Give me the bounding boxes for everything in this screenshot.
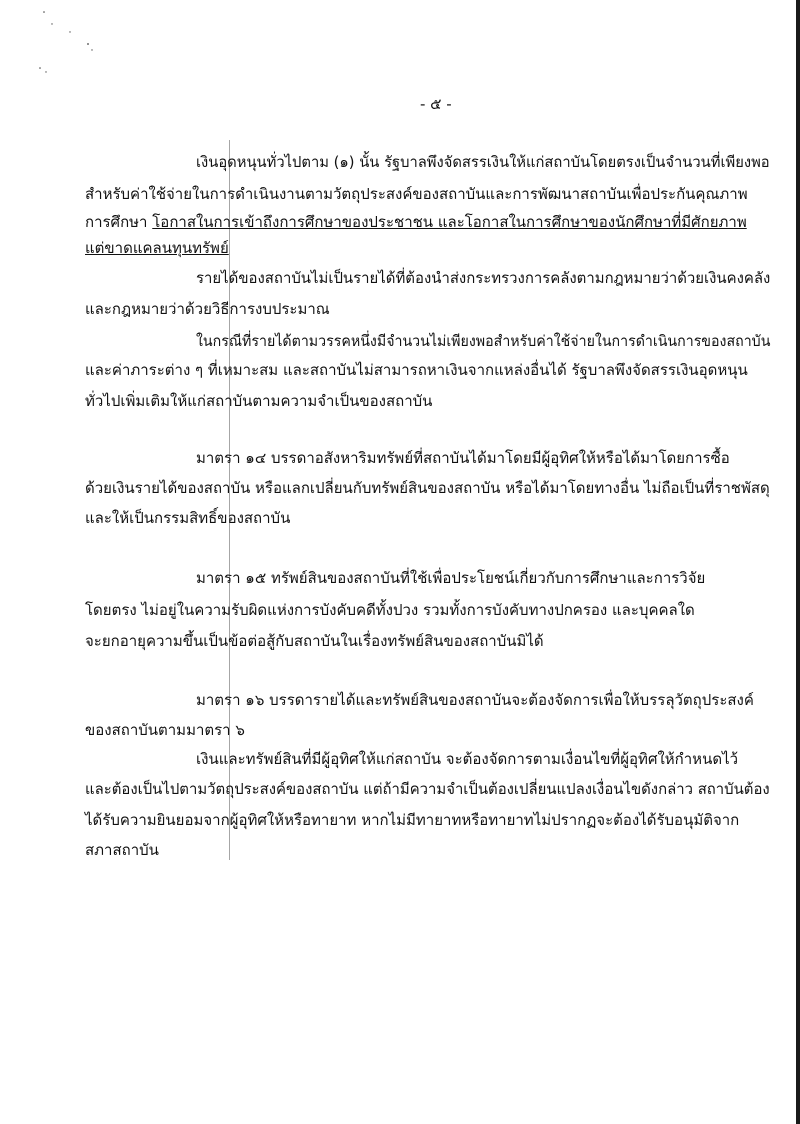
scan-edge (796, 0, 800, 1124)
p3-line-3: ทั่วไปเพิ่มเติมให้แก่สถาบันตามความจำเป็นของสถาบัน (85, 392, 433, 410)
p4-line-4: สภาสถาบัน (85, 841, 159, 859)
p4-line-3: ได้รับความยินยอมจากผู้อุทิศให้หรือทายาท หากไม่มีทายาทหรือทายาทไม่ปรากฏจะต้องได้รับอนุมัติจาก (85, 811, 740, 829)
p2-line-1: รายได้ของสถาบันไม่เป็นรายได้ที่ต้องนำส่งกระทรวงการคลังตามกฎหมายว่าด้วยเงินคงคลัง (196, 269, 771, 287)
p4-line-1: เงินและทรัพย์สินที่มีผู้อุทิศให้แก่สถาบัน จะต้องจัดการตามเงื่อนไขที่ผู้อุทิศให้กำหนดไว้ (196, 750, 739, 768)
section-15-line-2: โดยตรง ไม่อยู่ในความรับผิดแห่งการบังคับคดีทั้งปวง รวมทั้งการบังคับทางปกครอง และบุคคลใด (85, 601, 695, 619)
p4-line-2: และต้องเป็นไปตามวัตถุประสงค์ของสถาบัน แต่ถ้ามีความจำเป็นต้องเปลี่ยนแปลงเงื่อนไขดังกล่าว สถาบันต้อง (85, 780, 770, 798)
p3-line-2: และค่าภาระต่าง ๆ ที่เหมาะสม และสถาบันไม่สามารถหาเงินจากแหล่งอื่นได้ รัฐบาลพึงจัดสรรเงินอุดหนุน (85, 361, 748, 379)
section-15-line-3: จะยกอายุความขึ้นเป็นข้อต่อสู้กับสถาบันในเรื่องทรัพย์สินของสถาบันมิได้ (85, 632, 544, 650)
p1-line-3-underlined: โอกาสในการเข้าถึงการศึกษาของประชาชน และโอกาสในการศึกษาของนักศึกษาที่มีศักยภาพ (152, 213, 747, 231)
section-16-line-2: ของสถาบันตามมาตรา ๖ (85, 721, 245, 739)
section-15-line-1: มาตรา ๑๕ ทรัพย์สินของสถาบันที่ใช้เพื่อประโยชน์เกี่ยวกับการศึกษาและการวิจัย (196, 569, 706, 587)
p1-line-2: สำหรับค่าใช้จ่ายในการดำเนินงานตามวัตถุประสงค์ของสถาบันและการพัฒนาสถาบันเพื่อประกันคุณภาพ (85, 185, 748, 203)
p1-line-3 (85, 212, 747, 232)
p1-line-1: เงินอุดหนุนทั่วไปตาม (๑) นั้น รัฐบาลพึงจัดสรรเงินให้แก่สถาบันโดยตรงเป็นจำนวนที่เพียงพอ (196, 153, 770, 171)
p3-line-1: ในกรณีที่รายได้ตามวรรคหนึ่งมีจำนวนไม่เพียงพอสำหรับค่าใช้จ่ายในการดำเนินการของสถาบัน (196, 332, 771, 350)
scan-specks (30, 10, 100, 80)
section-14-line-2: ด้วยเงินรายได้ของสถาบัน หรือแลกเปลี่ยนกับทรัพย์สินของสถาบัน หรือได้มาโดยทางอื่น ไม่ถือเป็นที่ราชพัสดุ (85, 479, 770, 497)
section-14-line-1: มาตรา ๑๔ บรรดาอสังหาริมทรัพย์ที่สถาบันได้มาโดยมีผู้อุทิศให้หรือได้มาโดยการซื้อ (196, 449, 730, 467)
page-number: - ๕ - (420, 95, 452, 113)
p1-line-3-plain: การศึกษา (85, 213, 153, 231)
section-14-line-3: และให้เป็นกรรมสิทธิ์ของสถาบัน (85, 509, 291, 527)
p1-line-4: แต่ขาดแคลนทุนทรัพย์ (85, 239, 229, 257)
p2-line-2: และกฎหมายว่าด้วยวิธีการงบประมาณ (85, 300, 330, 318)
section-16-line-1: มาตรา ๑๖ บรรดารายได้และทรัพย์สินของสถาบันจะต้องจัดการเพื่อให้บรรลุวัตถุประสงค์ (196, 691, 754, 709)
